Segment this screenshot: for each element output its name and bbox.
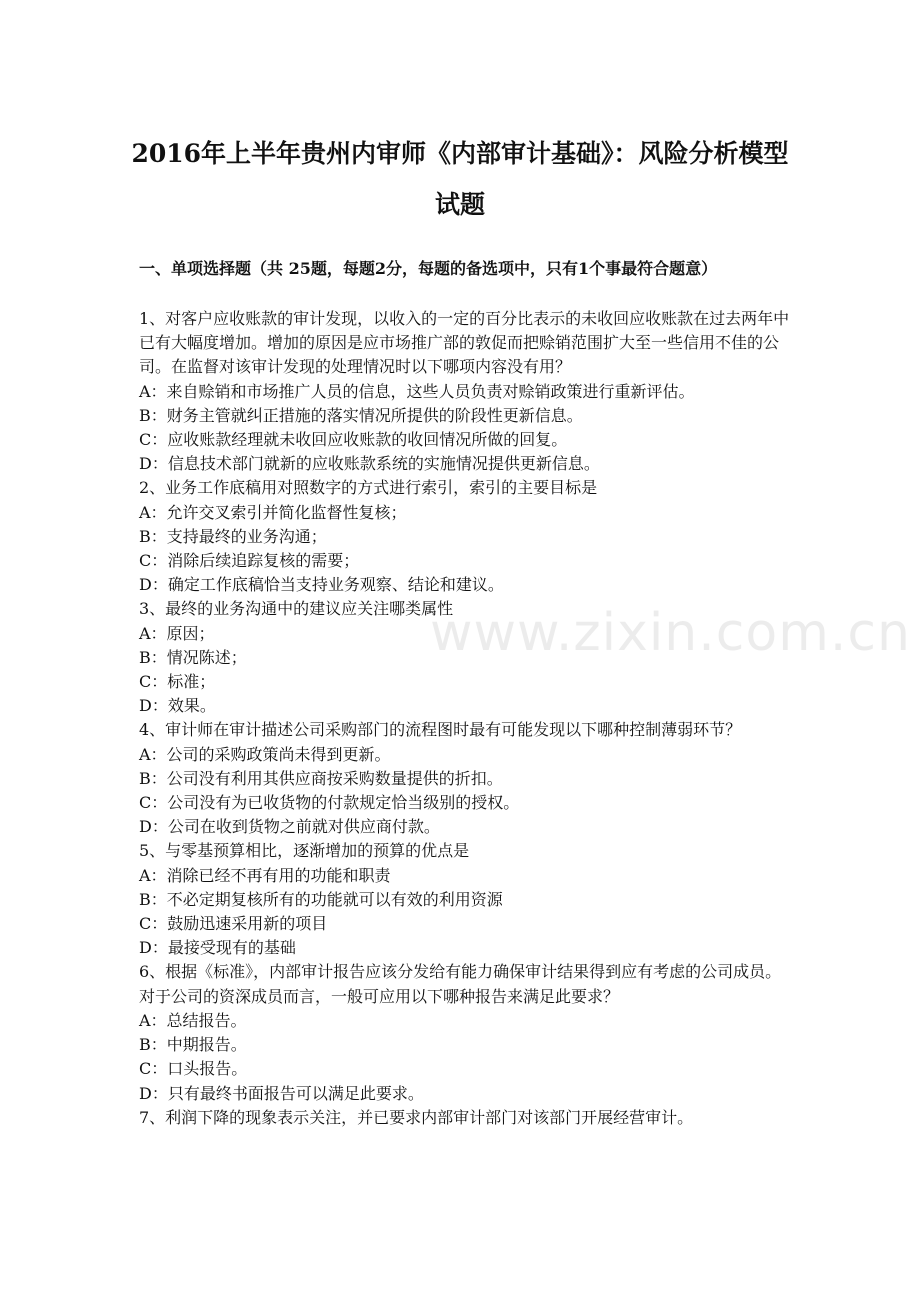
question-stem: 3、最终的业务沟通中的建议应关注哪类属性 xyxy=(139,599,454,619)
question-option: D：信息技术部门就新的应收账款系统的实施情况提供更新信息。 xyxy=(139,454,600,474)
question-stem: 4、审计师在审计描述公司采购部门的流程图时最有可能发现以下哪种控制薄弱环节？ xyxy=(139,720,742,740)
question-option: A：来自赊销和市场推广人员的信息，这些人员负责对赊销政策进行重新评估。 xyxy=(139,381,695,401)
question-option: C：鼓励迅速采用新的项目 xyxy=(139,914,328,934)
question-list xyxy=(139,307,794,1130)
question-option: C：口头报告。 xyxy=(139,1059,248,1079)
question-option: D：最接受现有的基础 xyxy=(139,938,296,958)
question-option: A：允许交叉索引并简化监督性复核； xyxy=(139,502,407,522)
question-option: A：总结报告。 xyxy=(139,1010,247,1030)
question-option: A：原因； xyxy=(139,623,215,643)
question-option: D：只有最终书面报告可以满足此要求。 xyxy=(139,1083,424,1103)
question-stem: 2、业务工作底稿用对照数字的方式进行索引，索引的主要目标是 xyxy=(139,478,598,498)
question-option: B：情况陈述； xyxy=(139,647,247,667)
question-option: A：公司的采购政策尚未得到更新。 xyxy=(139,744,391,764)
question-option: B：支持最终的业务沟通； xyxy=(139,526,327,546)
question-option: D：效果。 xyxy=(139,696,216,716)
question-option: B：公司没有利用其供应商按采购数量提供的折扣。 xyxy=(139,768,503,788)
question-stem: 6、根据《标准》，内部审计报告应该分发给有能力确保审计结果得到应有考虑的公司成员。对于公司的资深成员而言，一般可应用以下哪种报告来满足此要求？ xyxy=(139,962,782,1006)
question-option: D：公司在收到货物之前就对供应商付款。 xyxy=(139,817,440,837)
watermark: www.zixin.com.cn xyxy=(430,603,911,663)
question-stem: 5、与零基预算相比，逐渐增加的预算的优点是 xyxy=(139,841,470,861)
question-option: D：确定工作底稿恰当支持业务观察、结论和建议。 xyxy=(139,575,504,595)
question-option: A：消除已经不再有用的功能和职责 xyxy=(139,865,391,885)
question-stem: 7、利润下降的现象表示关注，并已要求内部审计部门对该部门开展经营审计。 xyxy=(139,1107,694,1127)
document-title: 2016年上半年贵州内审师《内部审计基础》：风险分析模型试题 xyxy=(131,139,789,219)
question-option: B：财务主管就纠正措施的落实情况所提供的阶段性更新信息。 xyxy=(139,405,583,425)
question-option: C：标准； xyxy=(139,672,216,692)
question-option: C：公司没有为已收货物的付款规定恰当级别的授权。 xyxy=(139,793,520,813)
question-option: C：消除后续追踪复核的需要； xyxy=(139,551,360,571)
question-stem: 1、对客户应收账款的审计发现，以收入的一定的百分比表示的未收回应收账款在过去两年中已有大幅度增加。增加的原因是应市场推广部的敦促而把赊销范围扩大至一些信用不佳的公司。在监督对该审计发现的处理情况时以下哪项内容没有用？ xyxy=(139,309,790,377)
section-heading: 一、单项选择题（共 25题，每题2分，每题的备选项中，只有1个事最符合题意） xyxy=(139,259,718,278)
question-option: C：应收账款经理就未收回应收账款的收回情况所做的回复。 xyxy=(139,430,568,450)
question-option: B：中期报告。 xyxy=(139,1035,247,1055)
question-option: B：不必定期复核所有的功能就可以有效的利用资源 xyxy=(139,889,503,909)
